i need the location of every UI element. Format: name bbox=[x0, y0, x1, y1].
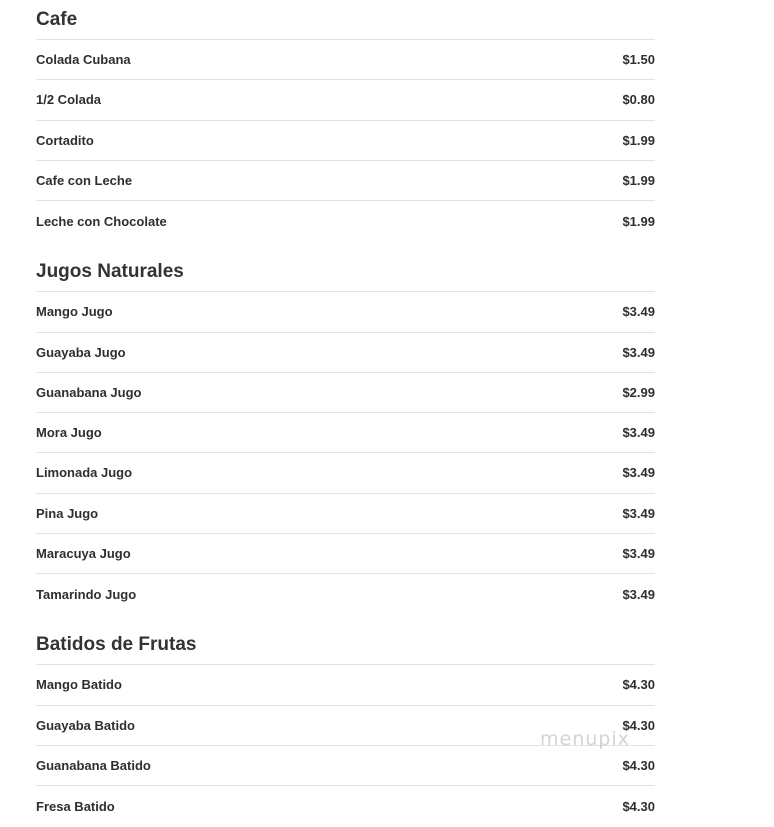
section-title: Batidos de Frutas bbox=[36, 625, 655, 665]
section-title: Cafe bbox=[36, 0, 655, 40]
item-price: $1.50 bbox=[622, 52, 655, 68]
menu-item bbox=[36, 786, 655, 826]
item-price: $1.99 bbox=[622, 213, 655, 229]
item-name: Tamarindo Jugo bbox=[36, 586, 137, 602]
menu-item bbox=[36, 333, 655, 373]
item-name: Mango Jugo bbox=[36, 304, 113, 320]
item-price: $1.99 bbox=[622, 172, 655, 188]
menu-section-batidos-de-frutas bbox=[36, 625, 655, 826]
menu-item bbox=[36, 80, 655, 120]
item-price: $4.30 bbox=[622, 677, 655, 693]
menu-item bbox=[36, 746, 655, 786]
item-price: $2.99 bbox=[622, 384, 655, 400]
section-spacer bbox=[36, 241, 655, 252]
item-name: Maracuya Jugo bbox=[36, 545, 131, 561]
menu-item bbox=[36, 665, 655, 705]
menu-item bbox=[36, 40, 655, 80]
menu-item bbox=[36, 201, 655, 241]
item-price: $3.49 bbox=[622, 545, 655, 561]
menu-item bbox=[36, 453, 655, 493]
item-name: Pina Jugo bbox=[36, 505, 99, 521]
item-name: Mora Jugo bbox=[36, 425, 102, 441]
item-price: $3.49 bbox=[622, 344, 655, 360]
item-price: $3.49 bbox=[622, 304, 655, 320]
menu-item bbox=[36, 534, 655, 574]
menu-item bbox=[36, 413, 655, 453]
item-price: $3.49 bbox=[622, 505, 655, 521]
menu-item bbox=[36, 494, 655, 534]
item-name: Guanabana Batido bbox=[36, 757, 151, 773]
item-name: Colada Cubana bbox=[36, 52, 131, 68]
item-name: Guayaba Jugo bbox=[36, 344, 126, 360]
item-price: $3.49 bbox=[622, 465, 655, 481]
item-name: Guayaba Batido bbox=[36, 717, 135, 733]
section-spacer bbox=[36, 614, 655, 625]
menu-section-jugos-naturales bbox=[36, 252, 655, 614]
item-price: $4.30 bbox=[622, 717, 655, 733]
item-name: Limonada Jugo bbox=[36, 465, 133, 481]
item-name: Cafe con Leche bbox=[36, 172, 133, 188]
menu-item bbox=[36, 373, 655, 413]
menu-section-cafe bbox=[36, 0, 655, 241]
item-name: Mango Batido bbox=[36, 677, 122, 693]
item-price: $0.80 bbox=[622, 92, 655, 108]
item-price: $3.49 bbox=[622, 425, 655, 441]
item-name: Fresa Batido bbox=[36, 798, 115, 814]
watermark-logo: menupix bbox=[540, 728, 630, 750]
menu-item bbox=[36, 121, 655, 161]
menu-list bbox=[36, 0, 655, 826]
menu-item bbox=[36, 161, 655, 201]
item-name: 1/2 Colada bbox=[36, 92, 102, 108]
item-name: Leche con Chocolate bbox=[36, 213, 167, 229]
item-price: $4.30 bbox=[622, 798, 655, 814]
menu-item bbox=[36, 574, 655, 614]
item-price: $3.49 bbox=[622, 586, 655, 602]
menu-item bbox=[36, 292, 655, 332]
item-name: Cortadito bbox=[36, 132, 94, 148]
section-title: Jugos Naturales bbox=[36, 252, 655, 292]
item-name: Guanabana Jugo bbox=[36, 384, 142, 400]
item-price: $4.30 bbox=[622, 757, 655, 773]
item-price: $1.99 bbox=[622, 132, 655, 148]
